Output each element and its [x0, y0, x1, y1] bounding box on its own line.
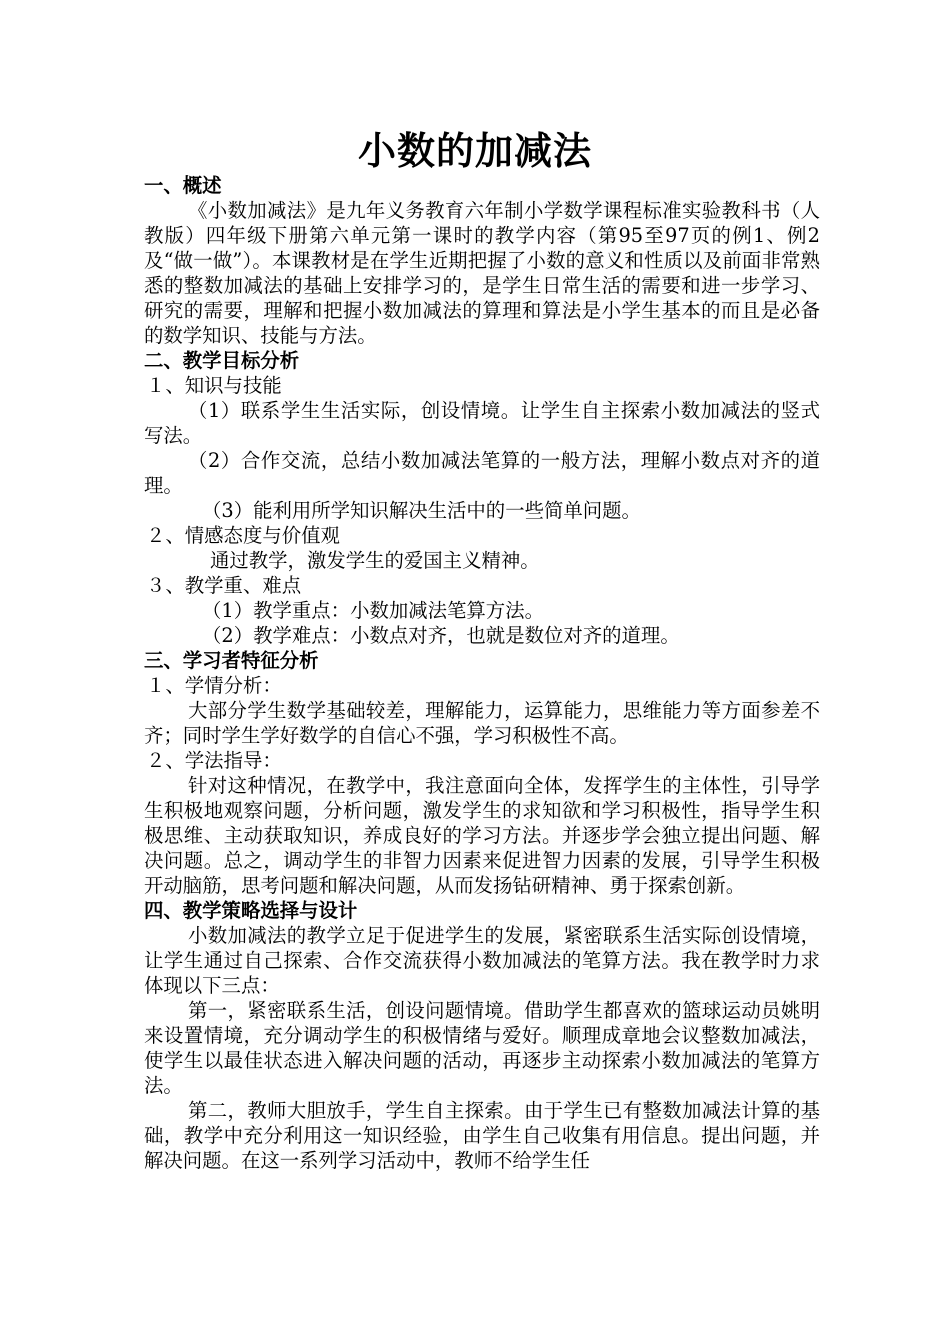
subheading-knowledge-skills: １、知识与技能	[146, 374, 282, 397]
document-body	[144, 173, 820, 1173]
key-point-item-1: （1）教学重点：小数加减法笔算方法。	[202, 599, 544, 622]
subheading-learning-situation: １、学情分析：	[146, 674, 282, 697]
study-guidance-text: 针对这种情况，在教学中，我注意面向全体，发挥学生的主体性，引导学生积极地观察问题，分析问题，激发学生的求知欲和学习积极性，指导学生积极思维、主动获取知识，养成良好的学习方法。并逐步学会独立提出问题、解决问题。总之，调动学生的非智力因素来促进智力因素的发展，引导学生积极开动脑筋，思考问题和解决问题，从而发扬钻研精神、勇于探索创新。	[144, 774, 820, 897]
subheading-study-guidance: ２、学法指导：	[146, 749, 282, 772]
section-heading-strategy: 四、教学策略选择与设计	[144, 899, 358, 922]
strategy-paragraph-1: 小数加减法的教学立足于促进学生的发展，紧密联系生活实际创设情境，让学生通过自己探索、合作交流获得小数加减法的笔算方法。我在教学时力求体现以下三点：	[144, 924, 820, 997]
section-heading-objectives: 二、教学目标分析	[144, 349, 300, 372]
learning-situation-text: 大部分学生数学基础较差，理解能力，运算能力，思维能力等方面参差不齐；同时学生学好数学的自信心不强，学习积极性不高。	[144, 699, 820, 747]
objective-item-3: （3）能利用所学知识解决生活中的一些简单问题。	[202, 499, 641, 522]
attitude-text: 通过教学，激发学生的爱国主义精神。	[210, 549, 540, 572]
objective-item-1: （1）联系学生生活实际，创设情境。让学生自主探索小数加减法的竖式写法。	[144, 399, 820, 447]
strategy-paragraph-2: 第一，紧密联系生活，创设问题情境。借助学生都喜欢的篮球运动员姚明来设置情境，充分调动学生的积极情绪与爱好。顺理成章地会议整数加减法，使学生以最佳状态进入解决问题的活动，再逐步主动探索小数加减法的笔算方法。	[144, 999, 820, 1097]
objective-item-2: （2）合作交流，总结小数加减法笔算的一般方法，理解小数点对齐的道理。	[144, 449, 820, 497]
subheading-attitude-values: ２、情感态度与价值观	[146, 524, 340, 547]
document-title: 小数的加减法	[357, 128, 592, 173]
paragraph-overview: 《小数加减法》是九年义务教育六年制小学数学课程标准实验教科书（人教版）四年级下册第六单元第一课时的教学内容（第95至97页的例1、例2及“做一做”）。本课教材是在学生近期把握了小数的意义和性质以及前面非常熟悉的整数加减法的基础上安排学习的，是学生日常生活的需要和进一步学习、研究的需要，理解和把握小数加减法的算理和算法是小学生基本的而且是必备的数学知识、技能与方法。	[144, 199, 820, 347]
section-heading-overview: 一、概述	[144, 174, 222, 197]
section-heading-learner-analysis: 三、学习者特征分析	[144, 649, 319, 672]
key-point-item-2: （2）教学难点：小数点对齐，也就是数位对齐的道理。	[202, 624, 680, 647]
strategy-paragraph-3: 第二，教师大胆放手，学生自主探索。由于学生已有整数加减法计算的基础，教学中充分利用这一知识经验，由学生自己收集有用信息。提出问题，并解决问题。在这一系列学习活动中，教师不给学生任	[144, 1099, 820, 1172]
subheading-key-points: ３、教学重、难点	[146, 574, 302, 597]
